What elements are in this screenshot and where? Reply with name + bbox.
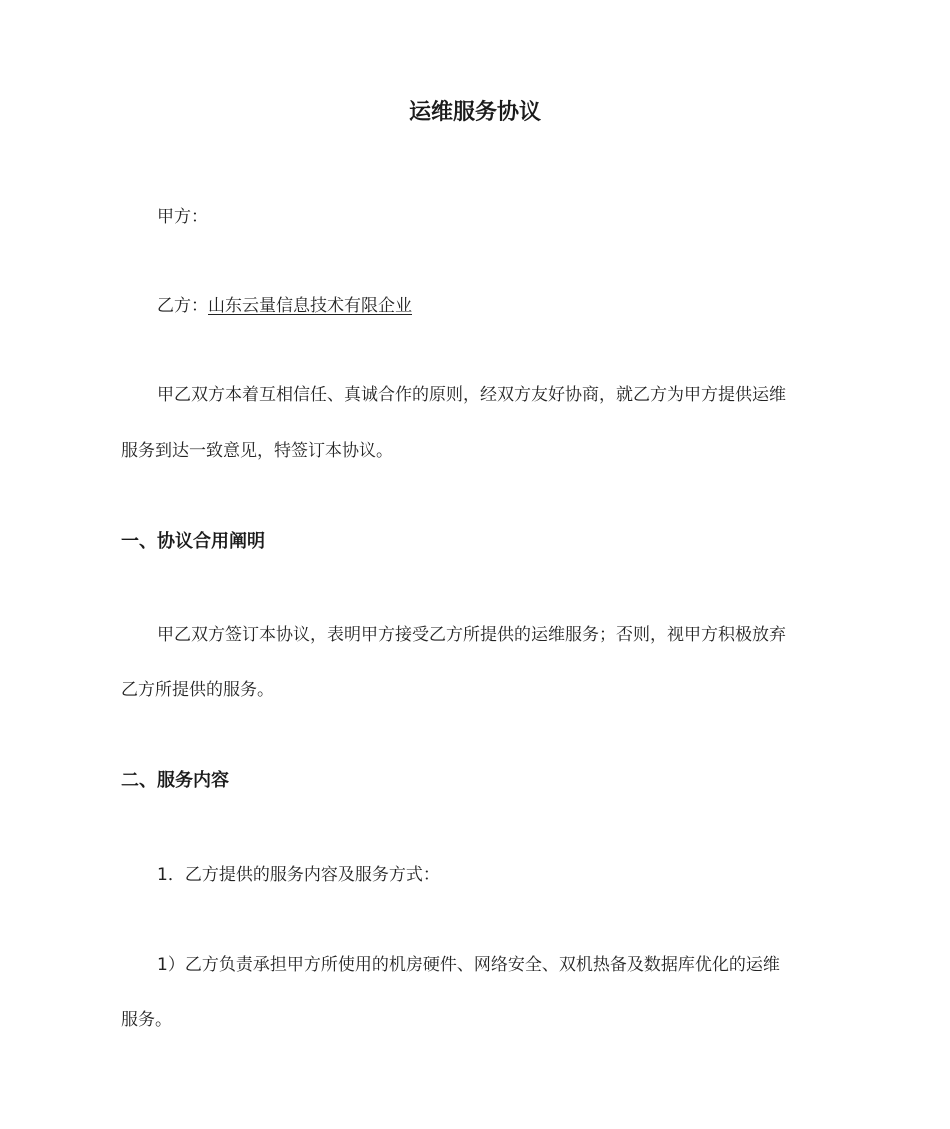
section-1-paragraph-line-2: 乙方所提供的服务。 (121, 680, 274, 700)
intro-paragraph-line-2: 服务到达一致意见，特签订本协议。 (121, 441, 393, 461)
section-2-item-1: 1．乙方提供的服务内容及服务方式： (157, 865, 440, 885)
party-a-line (157, 205, 208, 229)
section-2-heading: 二、服务内容 (121, 770, 229, 791)
party-a-label: 甲方： (157, 207, 208, 227)
party-b-label: 乙方： (157, 296, 208, 316)
section-2-subitem-1-line-2: 服务。 (121, 1010, 172, 1030)
section-1-heading: 一、协议合用阐明 (121, 531, 265, 552)
party-b-name: 山东云量信息技术有限企业 (208, 296, 412, 316)
section-2-subitem-1-line-1: 1）乙方负责承担甲方所使用的机房硬件、网络安全、双机热备及数据库优化的运维 (157, 955, 780, 975)
intro-paragraph-line-1: 甲乙双方本着互相信任、真诚合作的原则，经双方友好协商，就乙方为甲方提供运维 (157, 385, 786, 405)
party-b-line (157, 294, 412, 318)
document-title: 运维服务协议 (408, 100, 541, 125)
section-1-paragraph-line-1: 甲乙双方签订本协议，表明甲方接受乙方所提供的运维服务；否则，视甲方积极放弃 (157, 625, 786, 645)
